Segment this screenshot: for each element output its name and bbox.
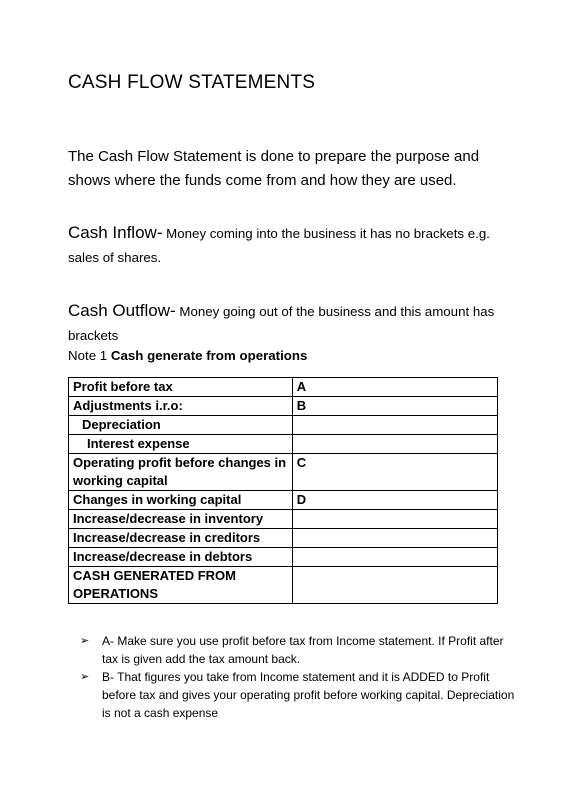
cash-inflow-text: Money coming into the business it has no brackets e.g. sales of shares.: [68, 226, 490, 265]
table-row: [69, 510, 498, 529]
cash-generated-table: [68, 377, 498, 604]
cash-outflow-paragraph: [68, 299, 508, 348]
table-row: [69, 491, 498, 510]
table-row: [69, 529, 498, 548]
list-item: [80, 668, 520, 722]
cash-outflow-text: Money going out of the business and this amount has brackets: [68, 304, 495, 343]
table-row: [69, 397, 498, 416]
row-label: Profit before tax: [69, 378, 293, 397]
row-label: Increase/decrease in inventory: [69, 510, 293, 529]
note-heading: [68, 348, 307, 363]
page-title: CASH FLOW STATEMENTS: [68, 72, 316, 93]
arrow-bullet-icon: ➢: [80, 635, 90, 647]
row-value: C: [292, 454, 497, 491]
row-value: A: [292, 378, 497, 397]
row-value: [292, 567, 497, 604]
table-row: [69, 548, 498, 567]
list-item: [80, 632, 520, 668]
cash-inflow-heading: Cash Inflow-: [68, 223, 163, 242]
row-label: Increase/decrease in creditors: [69, 529, 293, 548]
row-value: [292, 510, 497, 529]
row-value: [292, 548, 497, 567]
arrow-bullet-icon: ➢: [80, 671, 90, 683]
row-value: [292, 435, 497, 454]
cash-outflow-heading: Cash Outflow-: [68, 301, 176, 320]
note-prefix: Note 1: [68, 348, 111, 363]
table-row: [69, 435, 498, 454]
row-value: [292, 529, 497, 548]
table-row: [69, 378, 498, 397]
table-row: [69, 567, 498, 604]
table-row: [69, 454, 498, 491]
row-value: B: [292, 397, 497, 416]
row-label: CASH GENERATED FROM OPERATIONS: [69, 567, 293, 604]
table-row: [69, 416, 498, 435]
cash-inflow-paragraph: [68, 221, 508, 270]
row-label: Operating profit before changes in working capital: [69, 454, 293, 491]
row-label: Adjustments i.r.o:: [69, 397, 293, 416]
note-title: Cash generate from operations: [110, 348, 308, 363]
row-label: Changes in working capital: [69, 491, 293, 510]
intro-paragraph: The Cash Flow Statement is done to prepare the purpose and shows where the funds come from and how they are used.: [68, 148, 480, 189]
note-text: B- That figures you take from Income statement and it is ADDED to Profit before tax and gives your operating profit before working capital. Depreciation is not a cash expense: [102, 670, 515, 720]
row-value: D: [292, 491, 497, 510]
row-label: Depreciation: [69, 416, 293, 435]
note-text: A- Make sure you use profit before tax from Income statement. If Profit after tax is given add the tax amount back.: [102, 634, 504, 666]
row-label: Interest expense: [69, 435, 293, 454]
row-value: [292, 416, 497, 435]
notes-list: [80, 632, 520, 722]
row-label: Increase/decrease in debtors: [69, 548, 293, 567]
